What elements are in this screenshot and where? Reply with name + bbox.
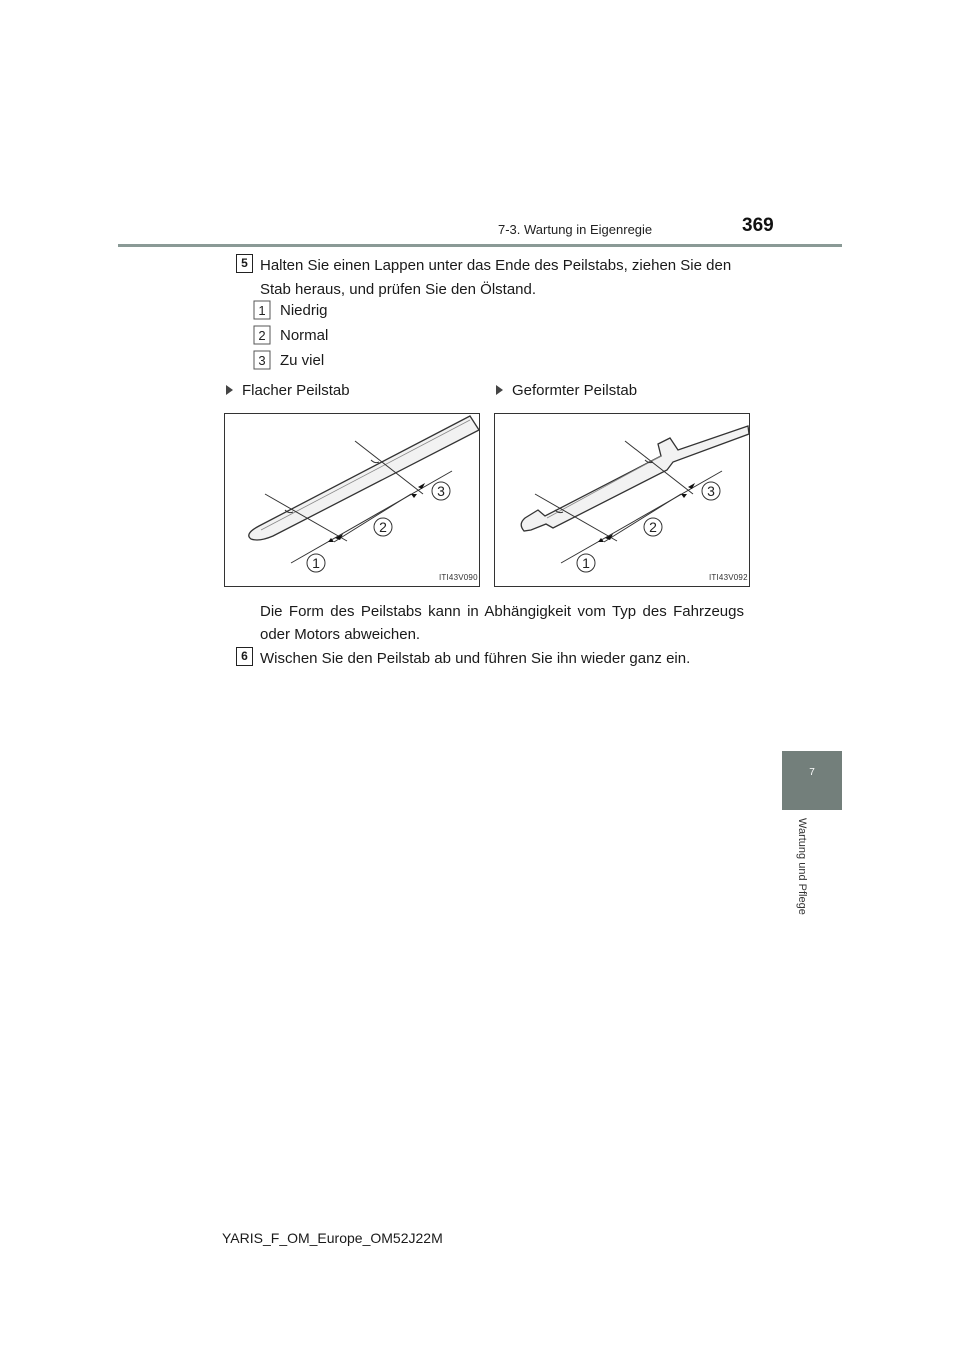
figure-shaped-dipstick: [494, 413, 750, 587]
marker-2-icon: [253, 325, 271, 345]
figure-title-flat: Flacher Peilstab: [226, 382, 350, 399]
chapter-label: Wartung und Pflege: [796, 818, 808, 915]
bullet-triangle-icon: [226, 385, 233, 395]
level-low-label: Niedrig: [280, 302, 328, 319]
step-5-text-line-1: Halten Sie einen Lappen unter das Ende des Peilstabs, ziehen Sie den: [260, 257, 732, 274]
level-normal-label: Normal: [280, 327, 329, 344]
figure-1-marker-2: 2: [379, 519, 387, 535]
step-number-6: 6: [236, 647, 253, 666]
figure-2-marker-2: 2: [649, 519, 657, 535]
header-divider: [118, 244, 842, 247]
marker-2-digit: 2: [258, 328, 266, 343]
step-6-text: Wischen Sie den Peilstab ab und führen Sie ihn wieder ganz ein.: [260, 650, 691, 667]
marker-3-icon: [253, 350, 271, 370]
marker-3-digit: 3: [258, 353, 266, 368]
figure-1-marker-1: 1: [312, 555, 320, 571]
level-too-high-label: Zu viel: [280, 352, 325, 369]
bullet-triangle-icon: [496, 385, 503, 395]
chapter-tab: [782, 751, 842, 810]
figure-1-marker-3: 3: [437, 483, 445, 499]
document-code: YARIS_F_OM_Europe_OM52J22M: [222, 1230, 443, 1246]
page-number: 369: [742, 215, 774, 236]
figure-2-marker-3: 3: [707, 483, 715, 499]
marker-1-icon: [253, 300, 271, 320]
step-5-text-line-2: Stab heraus, und prüfen Sie den Ölstand.: [260, 281, 537, 298]
marker-1-digit: 1: [258, 303, 266, 318]
chapter-number: 7: [809, 767, 815, 778]
section-title: 7-3. Wartung in Eigenregie: [498, 222, 653, 237]
figure-title-shaped: Geformter Peilstab: [496, 382, 637, 399]
note-text-line-2: oder Motors abweichen.: [260, 626, 421, 643]
step-number-5: 5: [236, 254, 253, 273]
figure-code: ITI43V090: [439, 573, 478, 582]
figure-code: ITI43V092: [709, 573, 748, 582]
note-text-line-1: Die Form des Peilstabs kann in Abhängigkeit vom Typ des Fahrzeugs: [260, 603, 744, 620]
figure-flat-dipstick: [224, 413, 480, 587]
figure-2-marker-1: 1: [582, 555, 590, 571]
